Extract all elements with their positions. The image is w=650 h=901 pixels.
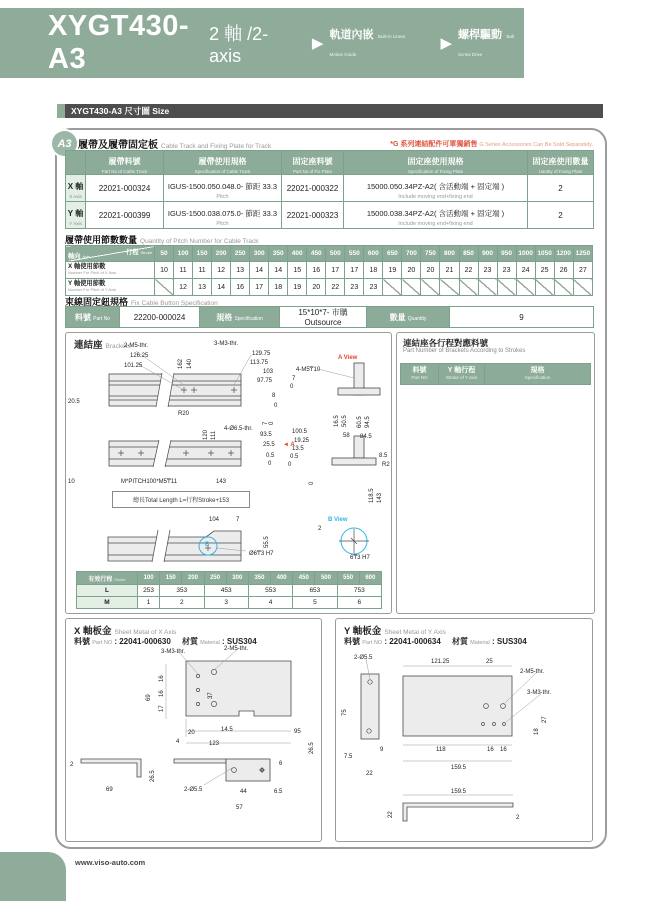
dim-label: Ø6₸3 H7 (249, 551, 274, 557)
dim-label: 20.5 (68, 399, 80, 405)
length-value: 353 (160, 585, 204, 597)
length-value: 553 (248, 585, 292, 597)
dim-label: 111 (211, 430, 217, 440)
stroke-m-row (77, 597, 382, 609)
dim-label: 6.5 (274, 789, 283, 795)
stroke-header: 550 (337, 572, 359, 585)
pitch-stroke-header: 650 (383, 246, 402, 262)
m-value: 6 (337, 597, 381, 609)
pitch-value-cell: 10 (155, 262, 174, 279)
pitch-stroke-header: 150 (193, 246, 212, 262)
dim-label: 123 (209, 741, 220, 747)
pitch-row-label: Y 軸使用節數 Number For Pitch of Y Axis (66, 279, 155, 296)
dim-label: R2 (382, 462, 390, 468)
dim-label: 69 (106, 787, 113, 793)
pitch-value-cell: 11 (193, 262, 212, 279)
g-series-note: *G 系列連結配件可單獨銷售 G Series Accessories Can Be Sold Separately. (390, 141, 593, 148)
pitch-stroke-header: 100 (174, 246, 193, 262)
dim-label: 3-M3-thr. (161, 649, 186, 655)
dim-label: 26.5 (309, 742, 315, 754)
dim-label: 159.5 (451, 789, 467, 795)
dim-label: R20 (178, 411, 190, 417)
pitch-stroke-header: 1050 (535, 246, 554, 262)
badge-label-en: Ball Screw Drive (458, 34, 514, 57)
axis-cell: Y 軸 Y Axis (66, 202, 86, 229)
pitch-value-cell: 25 (535, 262, 554, 279)
part-no-value: 22200-000024 (120, 307, 200, 328)
pitch-value-cell: 20 (307, 279, 326, 296)
dim-label: 100.5 (292, 429, 308, 435)
dim-label: 0 (290, 384, 294, 390)
dim-label: 18 (534, 728, 540, 735)
length-value: 253 (138, 585, 160, 597)
fix-spec-cell: 15000.038.34PZ-A2( 含活動端 + 固定端 ) Include moving end+fixing end (344, 202, 528, 229)
dim-label: 16 (159, 690, 165, 697)
dim-label: B View (328, 517, 348, 523)
pitch-value-cell: 19 (383, 262, 402, 279)
stroke-header-row (77, 572, 382, 585)
pitch-value-cell: 16 (307, 262, 326, 279)
dim-label: 2-Ø5.5 (354, 655, 373, 661)
pitch-value-cell: 23 (497, 262, 516, 279)
dim-label: 19.25 (294, 438, 310, 444)
pitch-corner-cell: 行程 Stroke 軸向 Axis (66, 246, 155, 262)
pitch-value-cell: 26 (554, 262, 573, 279)
dim-label: 0.5 (290, 454, 299, 460)
dim-label: 0 (309, 481, 315, 485)
pitch-stroke-header: 450 (307, 246, 326, 262)
dim-label: 69 (146, 694, 152, 701)
dim-label: 26.5 (150, 770, 156, 782)
dim-label: 8.5 (379, 453, 388, 459)
pitch-stroke-header: 800 (440, 246, 459, 262)
y-sheet-partno: 料號 Part NO : 22041-000634 材質 Material : SUS304 (344, 637, 527, 646)
dim-label: 57 (236, 805, 243, 811)
dim-label: 3-M3-thr. (527, 690, 552, 696)
dim-label: 84.5 (360, 434, 372, 440)
pitch-value-cell: 14 (212, 279, 231, 296)
dim-label: 50.5 (342, 415, 348, 427)
pitch-value-cell: 24 (516, 262, 535, 279)
bracket-parts-panel (396, 332, 595, 614)
dim-label: 93.5 (260, 432, 272, 438)
dim-label: 2 (70, 762, 74, 768)
dim-label: 10 (68, 479, 75, 485)
dim-label: 140 (187, 358, 193, 369)
pitch-value-cell: 20 (421, 262, 440, 279)
brackets-title: 連結座 Brackets (74, 340, 131, 351)
pitch-stroke-header: 700 (402, 246, 421, 262)
brackets-panel (65, 332, 392, 614)
dim-label: 95 (294, 729, 301, 735)
dim-label: 2-Ø5.5 (184, 787, 203, 793)
m-value: 2 (160, 597, 204, 609)
dim-label: 13.5 (292, 446, 304, 452)
dim-label: 2-M5-thr. (224, 646, 249, 652)
dim-label: 143 (216, 479, 227, 485)
y-sheet-title: Y 軸板金 Sheet Metal of Y Axis (344, 626, 446, 637)
x-sheet-panel (65, 618, 322, 842)
stroke-header: 200 (182, 572, 204, 585)
dim-label: 60.5 (357, 416, 363, 428)
stroke-header: 250 (204, 572, 226, 585)
stroke-header-label: 有效行程 Stroke (77, 572, 138, 585)
dim-label: 113.75 (250, 360, 268, 366)
pitch-value-cell (155, 279, 174, 296)
column-header: 料號 Part NO (401, 364, 439, 385)
dim-label: 8 (272, 393, 276, 399)
pitch-value-cell (516, 279, 535, 296)
pitch-stroke-header: 550 (345, 246, 364, 262)
stroke-header: 350 (248, 572, 270, 585)
stroke-header: 300 (226, 572, 248, 585)
dim-label: 16 (500, 747, 507, 753)
pitch-stroke-header: 950 (497, 246, 516, 262)
dim-label: 159.5 (451, 765, 467, 771)
axis-cell: X 軸 X Axis (66, 175, 86, 202)
sheet-size-badge: A3 (52, 131, 77, 156)
pitch-value-cell (554, 279, 573, 296)
dim-label: 104 (209, 517, 220, 523)
dim-label: 16 (487, 747, 494, 753)
product-title: XYGT430-A3 (48, 10, 189, 75)
pitch-stroke-header: 350 (269, 246, 288, 262)
pitch-value-cell (478, 279, 497, 296)
dim-label: 22 (388, 811, 394, 818)
dim-label: 7 (263, 421, 269, 425)
dim-label: 4 (176, 739, 180, 745)
pitch-value-cell: 23 (345, 279, 364, 296)
dim-label: 37 (208, 692, 214, 699)
pitch-value-cell: 14 (250, 262, 269, 279)
section-bar (57, 104, 603, 118)
column-header: 規格 Specification (485, 364, 591, 385)
spec-cell: IGUS-1500.038.075.0- 節距 33.3 Pitch (164, 202, 282, 229)
product-banner (0, 8, 524, 78)
pitch-value-cell: 23 (364, 279, 383, 296)
dim-label: 2 (318, 526, 322, 532)
qty-value: 9 (450, 307, 594, 328)
dim-label: 75 (342, 709, 348, 716)
dim-label: B (205, 542, 210, 548)
pitch-x-row (66, 262, 593, 279)
footer-url: www.viso-auto.com (75, 858, 146, 867)
pitch-value-cell (459, 279, 478, 296)
spec-cell: IGUS-1500.050.048.0- 節距 33.3 Pitch (164, 175, 282, 202)
fix-part-no: 22021-000323 (282, 202, 344, 229)
dim-label: 4-M5₸10 (296, 367, 321, 373)
section-bar-accent (57, 104, 65, 118)
qty-cell: 2 (528, 202, 594, 229)
bracket-stroke-table (76, 571, 382, 609)
length-value: 453 (204, 585, 248, 597)
pitch-value-cell: 13 (193, 279, 212, 296)
stroke-header: 400 (271, 572, 293, 585)
pitch-value-cell: 17 (250, 279, 269, 296)
badge-label-zh: 軌道內嵌 (329, 29, 374, 41)
dim-label: 3-M3-thr. (214, 341, 239, 347)
dim-label: 14.5 (221, 727, 233, 733)
dim-label: A View (338, 355, 358, 361)
pitch-value-cell (573, 279, 592, 296)
dim-label: 25.5 (263, 442, 275, 448)
dim-label: 44 (240, 789, 247, 795)
column-header: 履帶料號 Part No of Cable Track (86, 151, 164, 175)
y-sheet-drawing (336, 619, 592, 841)
pitch-stroke-header: 250 (231, 246, 250, 262)
pitch-value-cell: 11 (174, 262, 193, 279)
stroke-header: 150 (160, 572, 182, 585)
pitch-table-title: 履帶使用節數數量 Quantity of Pitch Number for Cable Track (65, 235, 259, 245)
pitch-stroke-header: 850 (459, 246, 478, 262)
pitch-value-cell: 12 (174, 279, 193, 296)
pitch-value-cell (535, 279, 554, 296)
dim-label: 16.5 (334, 415, 340, 427)
dim-label: 2 (516, 815, 520, 821)
total-length-note: 總長Total Length L=行程Stroke+153 (112, 491, 250, 508)
pitch-value-cell: 17 (326, 262, 345, 279)
dim-label: 0.5 (266, 453, 275, 459)
pitch-y-row (66, 279, 593, 296)
cable-track-table (65, 150, 594, 229)
y-sheet-panel (335, 618, 593, 842)
pitch-stroke-header: 300 (250, 246, 269, 262)
column-header: 固定座使用規格 Specification of Fixing Plate (344, 151, 528, 175)
pitch-stroke-header: 1250 (573, 246, 592, 262)
arrow-right-icon: ▶ (440, 35, 452, 52)
pitch-value-cell (383, 279, 402, 296)
length-value: 653 (293, 585, 337, 597)
pitch-value-cell: 19 (288, 279, 307, 296)
dim-label: 143 (377, 492, 383, 503)
qty-cell: 2 (528, 175, 594, 202)
pitch-value-cell: 20 (402, 262, 421, 279)
dim-label: 103 (263, 369, 274, 375)
m-value: 5 (293, 597, 337, 609)
dim-label: 162 (178, 358, 184, 369)
dim-label: 0 (274, 403, 278, 409)
pitch-value-cell (440, 279, 459, 296)
dim-label: 6₸3 H7 (350, 555, 370, 561)
x-sheet-title: X 軸板金 Sheet Metal of X Axis (74, 626, 177, 637)
spec-label: 規格 Specification (200, 307, 280, 328)
stroke-header: 450 (293, 572, 315, 585)
dim-label: 2-M5-thr. (520, 669, 545, 675)
row-label: M (77, 597, 138, 609)
dim-label: 7.5 (344, 754, 353, 760)
dim-label: 129.75 (252, 351, 271, 357)
stroke-l-row (77, 585, 382, 597)
column-header (66, 151, 86, 175)
dim-label: 6 (279, 761, 283, 767)
pitch-value-cell (402, 279, 421, 296)
spec-value: 15*10*7- 市購 Outsource (280, 307, 367, 328)
dim-label: 0 (288, 462, 292, 468)
column-header: 固定座使用數量 Uantity of Fixing Plate (528, 151, 594, 175)
dim-label: 118.5 (369, 488, 375, 503)
dim-label: 58 (343, 433, 350, 439)
stroke-header: 500 (315, 572, 337, 585)
feature-badge-screw (440, 25, 524, 61)
pitch-value-cell: 22 (326, 279, 345, 296)
dim-label: 121.25 (431, 659, 450, 665)
column-header: 履帶使用規格 Specification of Cable Track (164, 151, 282, 175)
pitch-value-cell (497, 279, 516, 296)
footer-accent (0, 852, 66, 901)
product-subtitle: 2 軸 /2-axis (209, 23, 269, 66)
pitch-stroke-header: 500 (326, 246, 345, 262)
dim-label: 20 (188, 730, 195, 736)
pitch-stroke-header: 750 (421, 246, 440, 262)
dim-label: 25 (486, 659, 493, 665)
pitch-value-cell: 14 (269, 262, 288, 279)
pitch-value-cell: 12 (212, 262, 231, 279)
x-sheet-partno: 料號 Part NO : 22041-000630 材質 Material : SUS304 (74, 637, 257, 646)
pitch-stroke-header: 1200 (554, 246, 573, 262)
pitch-value-cell: 15 (288, 262, 307, 279)
dim-label: 27 (542, 716, 548, 723)
pitch-stroke-header: 200 (212, 246, 231, 262)
pitch-value-cell: 13 (231, 262, 250, 279)
row-label: L (77, 585, 138, 597)
part-no-label: 料號 Part No (66, 307, 120, 328)
pitch-value-cell: 22 (459, 262, 478, 279)
dim-label: 9 (380, 747, 384, 753)
pitch-value-cell: 27 (573, 262, 592, 279)
pitch-table (65, 245, 593, 296)
pitch-stroke-header: 1000 (516, 246, 535, 262)
column-header: 固定座料號 Part No of Fix Plate (282, 151, 344, 175)
table-row (66, 175, 594, 202)
pitch-value-cell: 18 (364, 262, 383, 279)
pitch-value-cell: 16 (231, 279, 250, 296)
m-value: 1 (138, 597, 160, 609)
section-bar-label: XYGT430-A3 尺寸圖 Size (71, 106, 170, 116)
dim-label: 0 (269, 421, 275, 425)
part-no: 22021-000399 (86, 202, 164, 229)
arrow-right-icon: ▶ (311, 35, 324, 52)
dim-label: 0 (268, 461, 272, 467)
length-value: 753 (337, 585, 381, 597)
dim-label: 2-M5-thr. (124, 343, 149, 349)
fix-button-table (65, 306, 594, 328)
fix-button-title: 束線固定鈕規格 Fix Cable Button Specification (65, 297, 218, 307)
dim-label: 55.5 (264, 536, 270, 548)
table-row (66, 202, 594, 229)
cable-track-title: 履帶及履帶固定板 Cable Track and Fixing Plate for Track (78, 140, 272, 151)
dim-label: 4-Ø6.5-thr. (224, 426, 253, 432)
pitch-value-cell: 18 (269, 279, 288, 296)
pitch-stroke-header: 900 (478, 246, 497, 262)
column-header: Y 軸行程 Stroke of Y axis (439, 364, 485, 385)
dim-label: 17 (159, 705, 165, 712)
dim-label: 16 (159, 675, 165, 682)
dim-label: ◄ A (283, 442, 295, 448)
dim-label: 120 (203, 429, 209, 440)
m-value: 3 (204, 597, 248, 609)
bracket-parts-table (400, 363, 591, 385)
dim-label: 118 (436, 747, 446, 753)
dim-label: 7 (292, 376, 296, 382)
dim-label: 97.75 (257, 378, 273, 384)
pitch-row-label: X 軸使用節數 Number For Pitch of X Axis (66, 262, 155, 279)
pitch-stroke-header: 400 (288, 246, 307, 262)
feature-badge-guide (312, 25, 415, 61)
stroke-header: 100 (138, 572, 160, 585)
part-no: 22021-000324 (86, 175, 164, 202)
badge-label-zh: 螺桿驅動 (458, 29, 502, 41)
dim-label: M*PITCH100*M5₸11 (121, 479, 178, 485)
bracket-parts-title: 連結座各行程對應料號 Part Number of Brackets According to Strokes (403, 338, 526, 355)
dim-label: 7 (236, 517, 240, 523)
pitch-stroke-header: 50 (155, 246, 174, 262)
dim-label: 126.25 (130, 353, 149, 359)
pitch-value-cell: 23 (478, 262, 497, 279)
qty-label: 數量 Quantity (367, 307, 450, 328)
dim-label: 22 (366, 771, 373, 777)
dim-label: 94.5 (365, 416, 371, 428)
pitch-value-cell: 17 (345, 262, 364, 279)
fix-spec-cell: 15000.050.34PZ-A2( 含活動端 + 固定端 ) Include moving end+fixing end (344, 175, 528, 202)
pitch-value-cell (421, 279, 440, 296)
m-value: 4 (248, 597, 292, 609)
badge-label-en: Built-in Linear Motion Guide (329, 34, 406, 57)
dim-label: 101.25 (124, 363, 143, 369)
fix-part-no: 22021-000322 (282, 175, 344, 202)
pitch-value-cell: 21 (440, 262, 459, 279)
stroke-header: 600 (359, 572, 381, 585)
pitch-stroke-header: 600 (364, 246, 383, 262)
